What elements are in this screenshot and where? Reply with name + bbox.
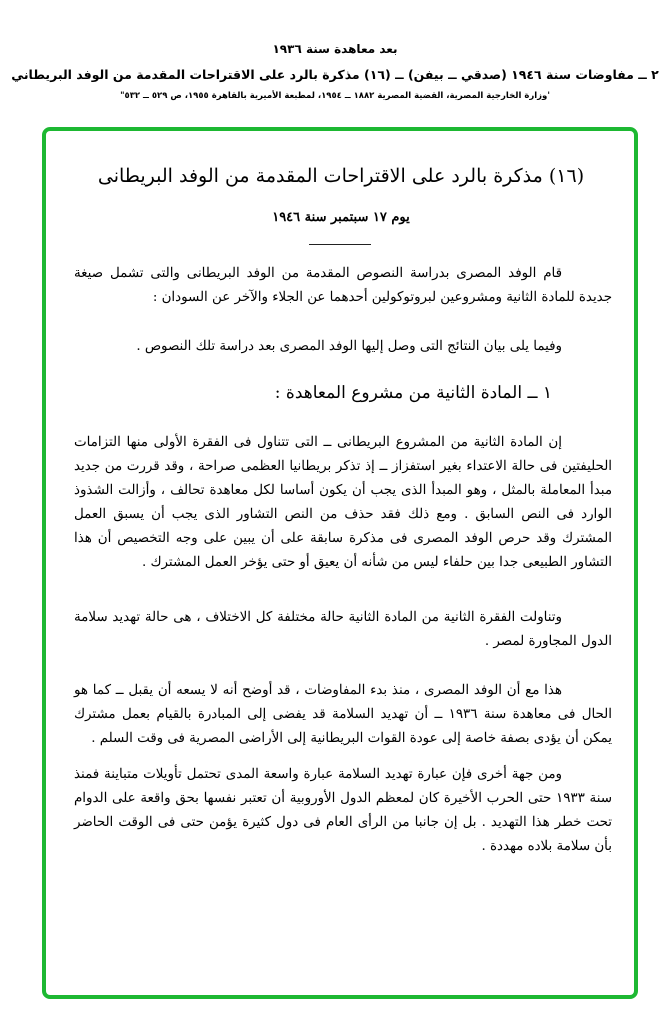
intro-paragraph: قام الوفد المصرى بدراسة النصوص المقدمة من الوفد البريطانى والتى تشمل صيغة جديدة للمادة الثانية ومشروعين لبروتوكولين أحدهما عن الجلاء والآخر عن السودان :: [74, 266, 612, 305]
body-paragraph-1: إن المادة الثانية من المشروع البريطانى ــ التى تتناول فى الفقرة الأولى منها التزامات الحليفتين فى حالة الاعتداء بغير استفزاز ــ إذ تذكر بريطانيا العظمى صراحة ، وقد قررت من جديد مبدأ المعاملة بالمثل ، وهو المبدأ الذى يجب أن يكون أساسا لكل معاهدة تحالف ، وأزالت الشذوذ الوارد فى النص السابق . ومع ذلك فقد حذف من النص التشاور الذى يجب أن يسبق العمل المشترك وقد حرص الوفد المصرى فى مذكرة سابقة على أن يبين على وجه التخصيص أن هذا التشاور الطبيعى جدا بين حلفاء ليس من شأنه أن يعيق أو حتى يؤخر العمل المشترك .: [74, 435, 612, 570]
memo-title: (١٦) مذكرة بالرد على الاقتراحات المقدمة من الوفد البريطانى: [97, 165, 585, 187]
intro-paragraph-2: وفيما يلى بيان النتائج التى وصل إليها الوفد المصرى بعد دراسة تلك النصوص .: [136, 339, 562, 354]
running-header: بعد معاهدة سنة ١٩٣٦: [272, 42, 398, 56]
source-citation: 'وزارة الخارجية المصرية، القضية المصرية ١٨٨٢ ــ ١٩٥٤، لمطبعة الأميرية بالقاهرة ١٩٥٥، ص ٥٢٩ ــ ٥٣٢": [120, 91, 550, 101]
body-paragraph-2: وتناولت الفقرة الثانية من المادة الثانية حالة مختلفة كل الاختلاف ، هى حالة تهديد سلامة الدول المجاورة لمصر .: [74, 610, 612, 649]
memo-date: يوم ١٧ سبتمبر سنة ١٩٤٦: [272, 210, 410, 225]
title-divider: [309, 244, 371, 245]
body-paragraph-4: ومن جهة أخرى فإن عبارة تهديد السلامة عبارة واسعة المدى تحتمل تأويلات متباينة فمنذ سنة ١٩٣٣ حتى الحرب الأخيرة كان لمعظم الدول الأوروبية أن تعتبر نفسها بحق واقعة على الدوام تحت خطر هذا التهديد . بل إن جانبا من الرأى العام فى دول كثيرة يؤمن حتى فى الوقت الحاضر بأن سلامة بلاده مهددة .: [74, 767, 612, 854]
document-heading: ٢ ــ مفاوضات سنة ١٩٤٦ (صدقي ــ بيفن) ــ (١٦) مذكرة بالرد على الاقتراحات المقدمة من الوفد البريطاني: [11, 67, 659, 82]
section-heading: ١ ــ المادة الثانية من مشروع المعاهدة :: [274, 383, 552, 403]
body-paragraph-3: هذا مع أن الوفد المصرى ، منذ بدء المفاوضات ، قد أوضح أنه لا يسعه أن يقبل ــ كما هو الحال فى معاهدة سنة ١٩٣٦ ــ أن تهديد السلامة قد يفضى إلى المبادرة بالقيام بعمل مشترك يمكن أن يؤدى بصفة خاصة إلى عودة القوات البريطانية إلى الأراضى المصرية فى وقت السلم .: [74, 683, 612, 746]
